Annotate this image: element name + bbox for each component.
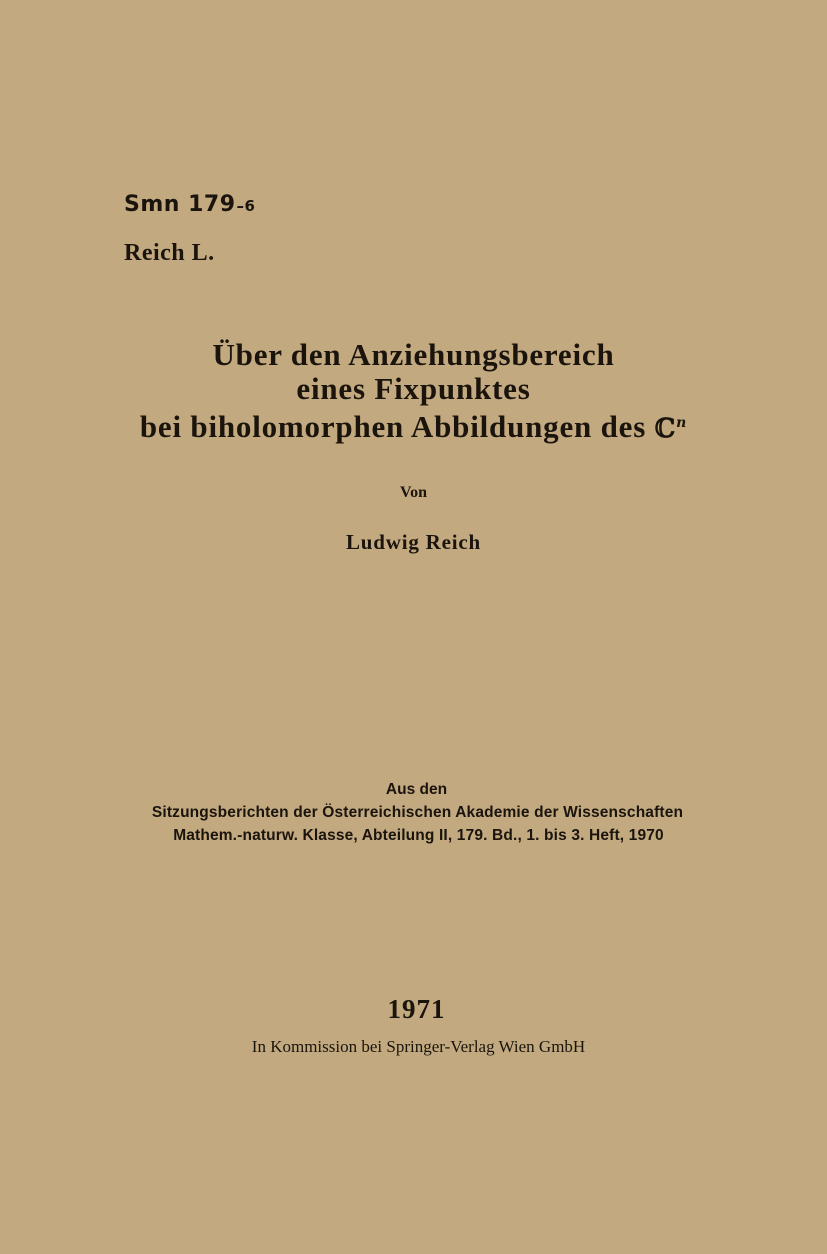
publication-year: 1971 [387,994,446,1024]
source-line-1: Aus den [385,781,448,798]
byline-von: Von [400,484,427,501]
source-line-2: Sitzungsberichten der Österreichischen Akademie der Wissenschaften [151,804,684,821]
shelfmark-suffix: –6 [236,197,256,215]
title-line-3 [0,406,827,446]
document-title [0,338,827,446]
publisher: In Kommission bei Springer-Verlag Wien GmbH [251,1037,586,1056]
complex-symbol: ℂ [654,414,677,444]
author-short: Reich L. [124,240,215,266]
author-name: Ludwig Reich [345,530,482,554]
complex-exponent: n [676,415,688,431]
complex-space-symbol [655,414,687,444]
shelfmark [124,192,255,217]
source-line-3: Mathem.-naturw. Klasse, Abteilung II, 179. Bd., 1. bis 3. Heft, 1970 [173,827,664,844]
source-reference [0,778,827,847]
title-line-1: Über den Anziehungsbereich [212,337,615,372]
title-line-3-text: bei biholomorphen Abbildungen des [139,409,647,444]
shelfmark-text: Smn 179 [124,192,236,217]
title-line-2: eines Fixpunktes [296,371,531,406]
